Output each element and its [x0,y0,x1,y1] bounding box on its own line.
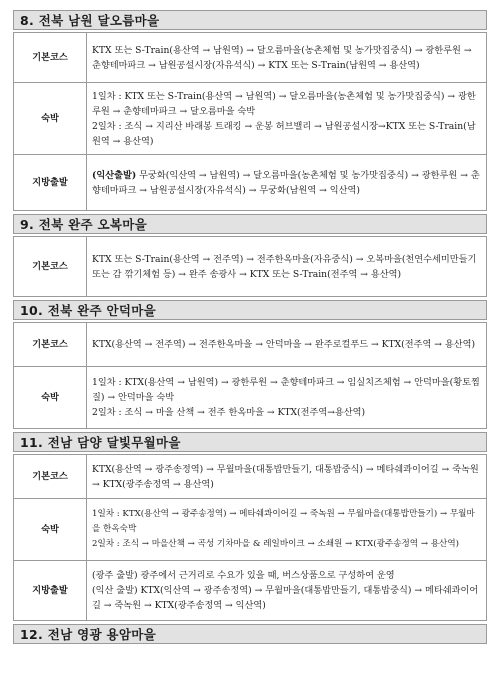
course-table [13,322,487,429]
row-content [87,561,487,621]
row-label: 숙박 [14,367,87,429]
row-label: 기본코스 [14,323,87,367]
section-title: 10. 전북 완주 안덕마을 [13,300,487,320]
route-line: 2일차 : 조식 → 마을 산책 → 전주 한옥마을 → KTX(전주역→용산역) [92,407,366,418]
row-label: 기본코스 [14,237,87,297]
course-table [13,32,487,211]
table-row [14,83,487,155]
table-row [14,237,487,297]
row-content [87,83,487,155]
table-row [14,455,487,499]
table-row [14,33,487,83]
route-line: KTX(용산역 → 전주역) → 전주한옥마을 → 안덕마을 → 완주로컬푸드 → KTX(전주역 → 용산역) [92,339,476,350]
row-label: 기본코스 [14,455,87,499]
table-row [14,155,487,211]
route-line: 1일차 : KTX(용산역 → 광주송정역) → 메타쉐콰이어길 → 죽녹원 → 무월마을(대통밥만들기) → 무월마을 한옥숙박 [92,509,475,534]
row-content [87,455,487,499]
route-line: 2일차 : 조식 → 지리산 바래봉 트래킹 → 운봉 허브밸리 → 남원공설시장→KTX 또는 S-Train(남원역 → 용산역) [92,120,476,147]
route-line: 1일차 : KTX 또는 S-Train(용산역 → 남원역) → 달오름마을(농촌체험 및 농가맛집중식) → 광한루원 → 춘향테마파크 → 달오름마을 숙박 [92,90,476,117]
row-label: 숙박 [14,83,87,155]
section-title: 12. 전남 영광 용암마을 [13,624,487,644]
section-title: 11. 전남 담양 달빛무월마을 [13,432,487,452]
row-label: 기본코스 [14,33,87,83]
table-row [14,367,487,429]
table-row [14,499,487,561]
section-title: 9. 전북 완주 오복마을 [13,214,487,234]
route-line: KTX 또는 S-Train(용산역 → 전주역) → 전주한옥마을(자유중식) → 오복마을(천연수세미만들기 또는 감 깎기체험 등) → 완주 송광사 → KTX 또는 S-Train(전주역 → 용산역) [92,253,477,280]
course-document [13,10,487,644]
course-table [13,236,487,297]
departure-tag: (익산출발) [92,169,137,181]
row-content [87,155,487,211]
route-line: 1일차 : KTX(용산역 → 남원역) → 광한루원 → 춘향테마파크 → 임실치즈체험 → 안덕마을(황토찜질) → 안덕마을 숙박 [92,377,480,403]
row-content [87,367,487,429]
row-label: 지방출발 [14,561,87,621]
route-line: (광주 출발) 광주에서 근거리로 수요가 있을 때, 버스상품으로 구성하여 운영 [92,570,395,581]
route-line: 무궁화(익산역 → 남원역) → 달오름마을(농촌체험 및 농가맛집중식) → 광한루원 → 춘향테마파크 → 남원공설시장(자유석식) → 무궁화(남원역 → 익산역) [92,169,480,196]
route-line: 2일차 : 조식 → 마을산책 → 곡성 기차마을 & 레일바이크 → 소쇄원 → KTX(광주송정역 → 용산역) [92,539,460,549]
row-label: 숙박 [14,499,87,561]
route-line: (익산 출발) KTX(익산역 → 광주송정역) → 무월마을(대통밥만들기, 대통밥중식) → 메타쉐콰이어길 → 죽녹원 → KTX(광주송정역 → 익산역) [92,585,479,611]
course-table [13,454,487,621]
row-content [87,499,487,561]
route-line: KTX(용산역 → 광주송정역) → 무월마을(대통밥만들기, 대통밥중식) → 메타쉐콰이어길 → 죽녹원 → KTX(광주송정역 → 용산역) [92,463,479,490]
row-content [87,237,487,297]
section-title: 8. 전북 남원 달오름마을 [13,10,487,30]
row-label: 지방출발 [14,155,87,211]
table-row [14,561,487,621]
table-row [14,323,487,367]
row-content [87,33,487,83]
route-line: KTX 또는 S-Train(용산역 → 남원역) → 달오름마을(농촌체험 및 농가맛집중식) → 광한루원 → 춘향테마파크 → 남원공설시장(자유석식) → KTX 또는 S-Train(남원역 → 용산역) [92,44,472,71]
row-content [87,323,487,367]
